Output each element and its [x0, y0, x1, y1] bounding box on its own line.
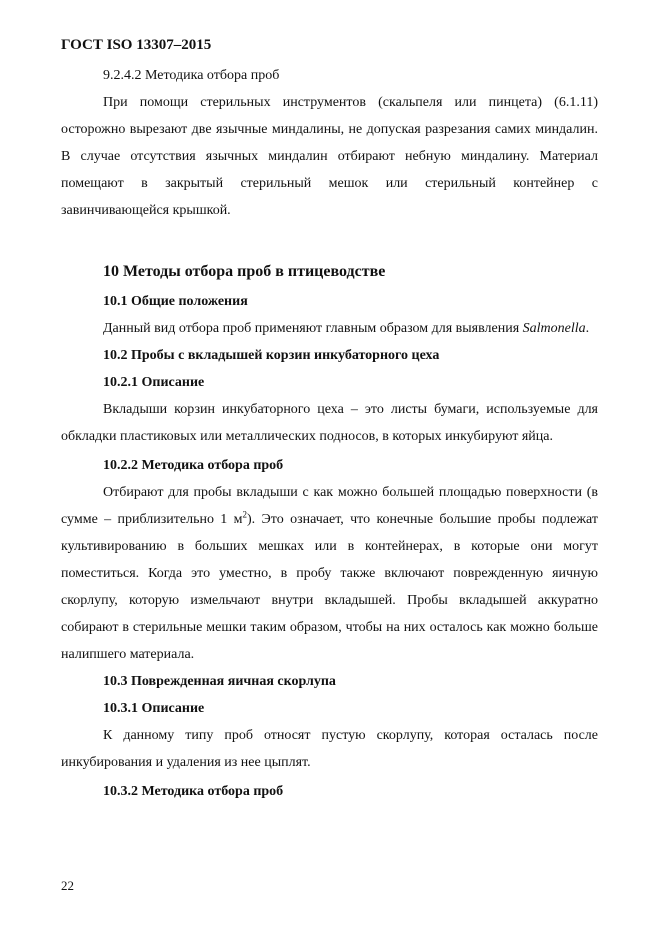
page-number: 22 [61, 878, 74, 893]
section-title-10-2-2: 10.2.2 Методика отбора проб [103, 458, 284, 473]
paragraph-10-2-1: Вкладыши корзин инкубаторного цеха – это листы бумаги, используемые для обкладки пластиковых или металлических подносов, в которых инкубируют яйца. [61, 402, 598, 444]
section-title-10-3-1: 10.3.1 Описание [103, 701, 205, 716]
section-title-10-3-2: 10.3.2 Методика отбора проб [103, 784, 284, 799]
section-title-10-3: 10.3 Поврежденная яичная скорлупа [103, 674, 336, 689]
section-title-10-1: 10.1 Общие положения [103, 294, 248, 309]
paragraph-10-1-text: Данный вид отбора проб применяют главным образом для выявления [103, 321, 523, 336]
paragraph-10-3-1: К данному типу проб относят пустую скорлупу, которая осталась после инкубирования и удаления из нее цыплят. [61, 728, 598, 770]
paragraph-9-2-4-2: При помощи стерильных инструментов (скальпеля или пинцета) (6.1.11) осторожно вырезают две язычные миндалины, не допуская разрезания самих миндалин. В случае отсутствия язычных миндалин отбирают небную миндалину. Материал помещают в закрытый стерильный мешок или стерильный контейнер с завинчивающейся крышкой. [61, 95, 598, 218]
paragraph-10-1-end: . [585, 321, 590, 336]
paragraph-10-2-2-text: Отбирают для пробы вкладыши с как можно большей площадью поверхности (в сумме – приблизительно 1 м [61, 485, 598, 527]
subsection-title-9-2-4-2: 9.2.4.2 Методика отбора проб [103, 68, 280, 83]
paragraph-10-2-2 [61, 479, 598, 668]
page-body [61, 62, 598, 805]
section-title-10-2-1: 10.2.1 Описание [103, 375, 205, 390]
paragraph-10-1 [61, 315, 598, 342]
section-title-10: 10 Методы отбора проб в птицеводстве [103, 263, 386, 280]
salmonella-italic: Salmonella [522, 321, 586, 336]
document-header: ГОСТ ISO 13307–2015 [61, 37, 212, 53]
section-title-10-2: 10.2 Пробы с вкладышей корзин инкубаторного цеха [103, 348, 440, 363]
superscript-2: 2 [242, 509, 248, 520]
paragraph-10-2-2-rest: ). Это означает, что конечные большие пробы подлежат культивированию в больших мешках или в контейнерах, в которые они могут поместиться. Когда это уместно, в пробу также включают поврежденную яичную скорлупу, которую измельчают внутри вкладышей. Пробы вкладышей аккуратно собирают в стерильные мешки таким образом, чтобы на них осталось как можно больше налипшего материала. [61, 512, 598, 662]
